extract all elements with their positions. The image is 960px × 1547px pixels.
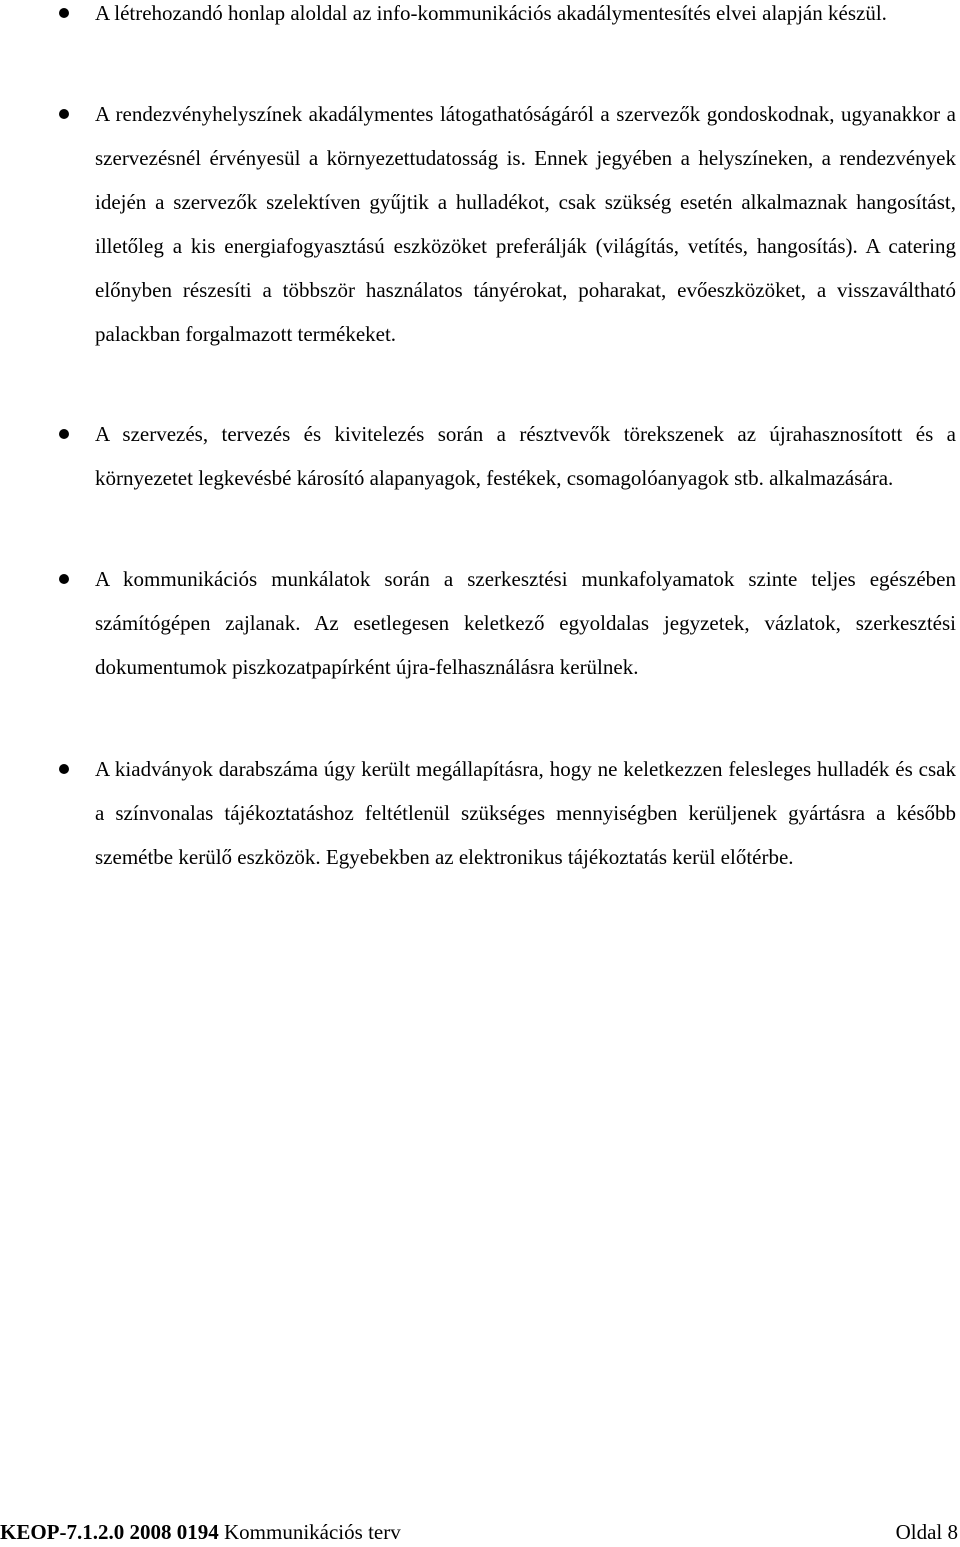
list-item-text: A szervezés, tervezés és kivitelezés során a résztvevők törekszenek az újrahasznosított és a környezetet legkevésbé károsító alapanyagok, festékek, csomagolóanyagok stb. alkalmazására. — [95, 422, 956, 490]
list-item-text: A kommunikációs munkálatok során a szerkesztési munkafolyamatok szinte teljes egészében számítógépen zajlanak. Az esetlegesen keletkező egyoldalas jegyzetek, vázlatok, szerkesztési dokumentumok piszkozatpapírként újra-felhasználásra kerülnek. — [95, 567, 956, 679]
footer-page-number: Oldal 8 — [895, 1520, 958, 1544]
bullet-icon — [59, 574, 69, 584]
list-item-text: A létrehozandó honlap aloldal az info-kommunikációs akadálymentesítés elvei alapján készül. — [95, 1, 887, 25]
list-item — [0, 0, 960, 35]
list-item — [0, 92, 960, 356]
bullet-icon — [59, 764, 69, 774]
bullet-icon — [59, 429, 69, 439]
footer-project-code: KEOP-7.1.2.0 2008 0194 — [0, 1520, 219, 1544]
list-item-text: A kiadványok darabszáma úgy került megállapításra, hogy ne keletkezzen felesleges hulladék és csak a színvonalas tájékoztatáshoz feltétlenül szükséges mennyiségben kerüljenek gyártásra a később szemétbe kerülő eszközök. Egyebekben az elektronikus tájékoztatás kerül előtérbe. — [95, 757, 956, 869]
bullet-icon — [59, 109, 69, 119]
list-item — [0, 557, 960, 689]
list-item — [0, 747, 960, 879]
list-item-text: A rendezvényhelyszínek akadálymentes látogathatóságáról a szervezők gondoskodnak, ugyanakkor a szervezésnél érvényesül a környezettudatosság is. Ennek jegyében a helyszíneken, a rendezvények idején a szervezők szelektíven gyűjtik a hulladékot, csak szükség esetén alkalmaznak hangosítást, illetőleg a kis energiafogyasztású eszközöket preferálják (világítás, vetítés, hangosítás). A catering előnyben részesíti a többször használatos tányérokat, poharakat, evőeszközöket, a visszaváltható palackban forgalmazott termékeket. — [95, 102, 956, 346]
footer-document-title: Kommunikációs terv — [224, 1520, 401, 1544]
list-item — [0, 412, 960, 500]
bullet-icon — [59, 8, 69, 18]
